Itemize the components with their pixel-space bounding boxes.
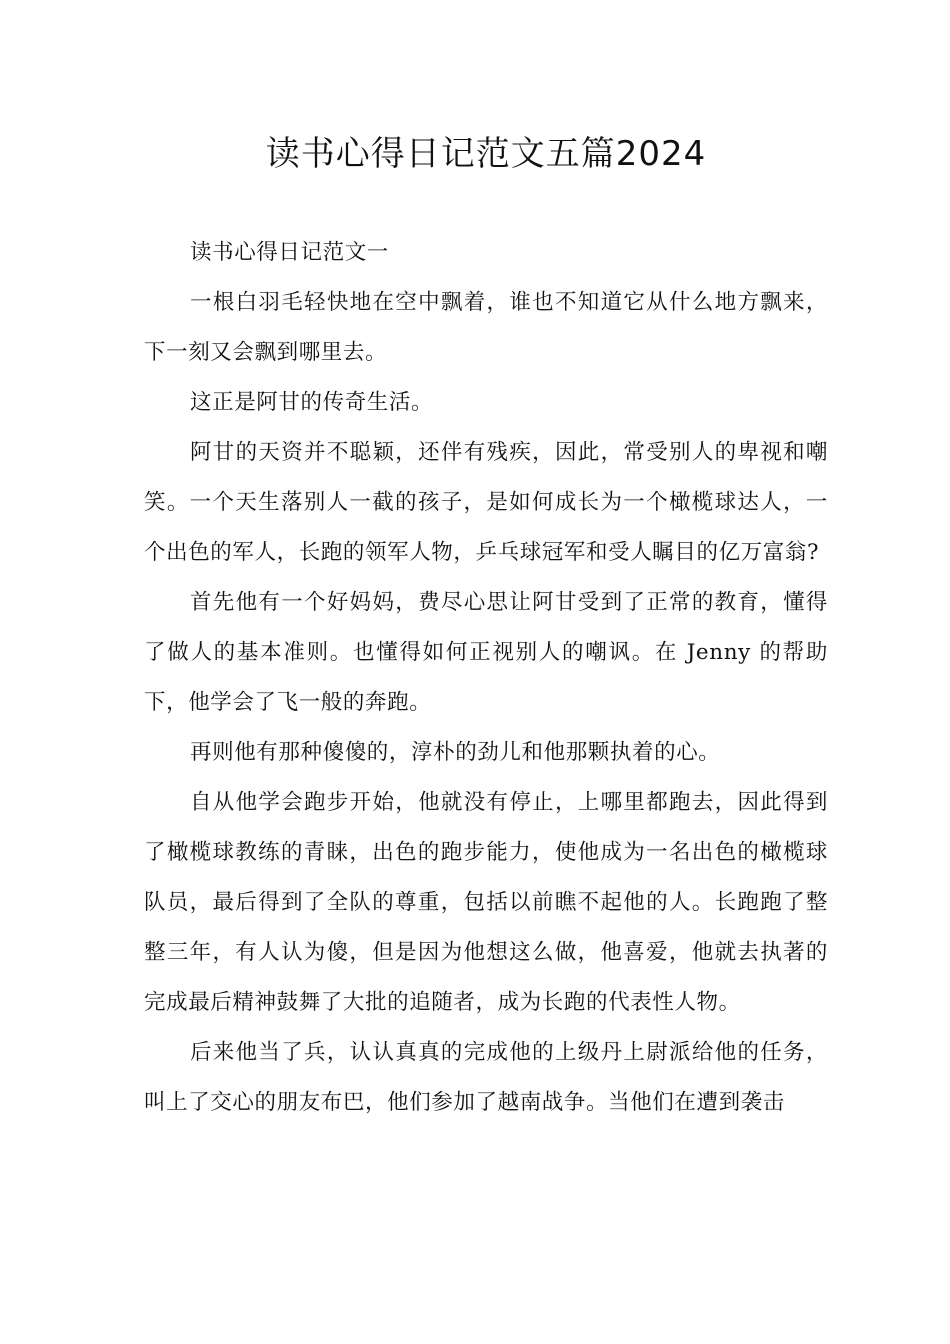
- paragraph: 阿甘的天资并不聪颖，还伴有残疾，因此，常受别人的卑视和嘲笑。一个天生落别人一截的孩子，是如何成长为一个橄榄球达人，一个出色的军人，长跑的领军人物，乒乓球冠军和受人瞩目的亿万富翁?: [144, 440, 828, 565]
- document-title: 读书心得日记范文五篇2024: [265, 134, 707, 174]
- paragraph: 首先他有一个好妈妈，费尽心思让阿甘受到了正常的教育，懂得了做人的基本准则。也懂得如何正视别人的嘲讽。在 Jenny 的帮助下，他学会了飞一般的奔跑。: [144, 590, 828, 715]
- section-heading: 读书心得日记范文一: [190, 240, 389, 265]
- paragraph: 后来他当了兵，认认真真的完成他的上级丹上尉派给他的任务，叫上了交心的朋友布巴，他们参加了越南战争。当他们在遭到袭击: [144, 1040, 828, 1115]
- paragraph: 自从他学会跑步开始，他就没有停止，上哪里都跑去，因此得到了橄榄球教练的青睐，出色的跑步能力，使他成为一名出色的橄榄球队员，最后得到了全队的尊重，包括以前瞧不起他的人。长跑跑了整整三年，有人认为傻，但是因为他想这么做，他喜爱，他就去执著的完成最后精神鼓舞了大批的追随者，成为长跑的代表性人物。: [144, 790, 828, 1015]
- paragraph: 一根白羽毛轻快地在空中飘着，谁也不知道它从什么地方飘来，下一刻又会飘到哪里去。: [144, 290, 828, 365]
- paragraph: 再则他有那种傻傻的，淳朴的劲儿和他那颗执着的心。: [190, 740, 721, 765]
- document-body: [144, 228, 828, 1128]
- paragraph: 这正是阿甘的传奇生活。: [190, 390, 434, 415]
